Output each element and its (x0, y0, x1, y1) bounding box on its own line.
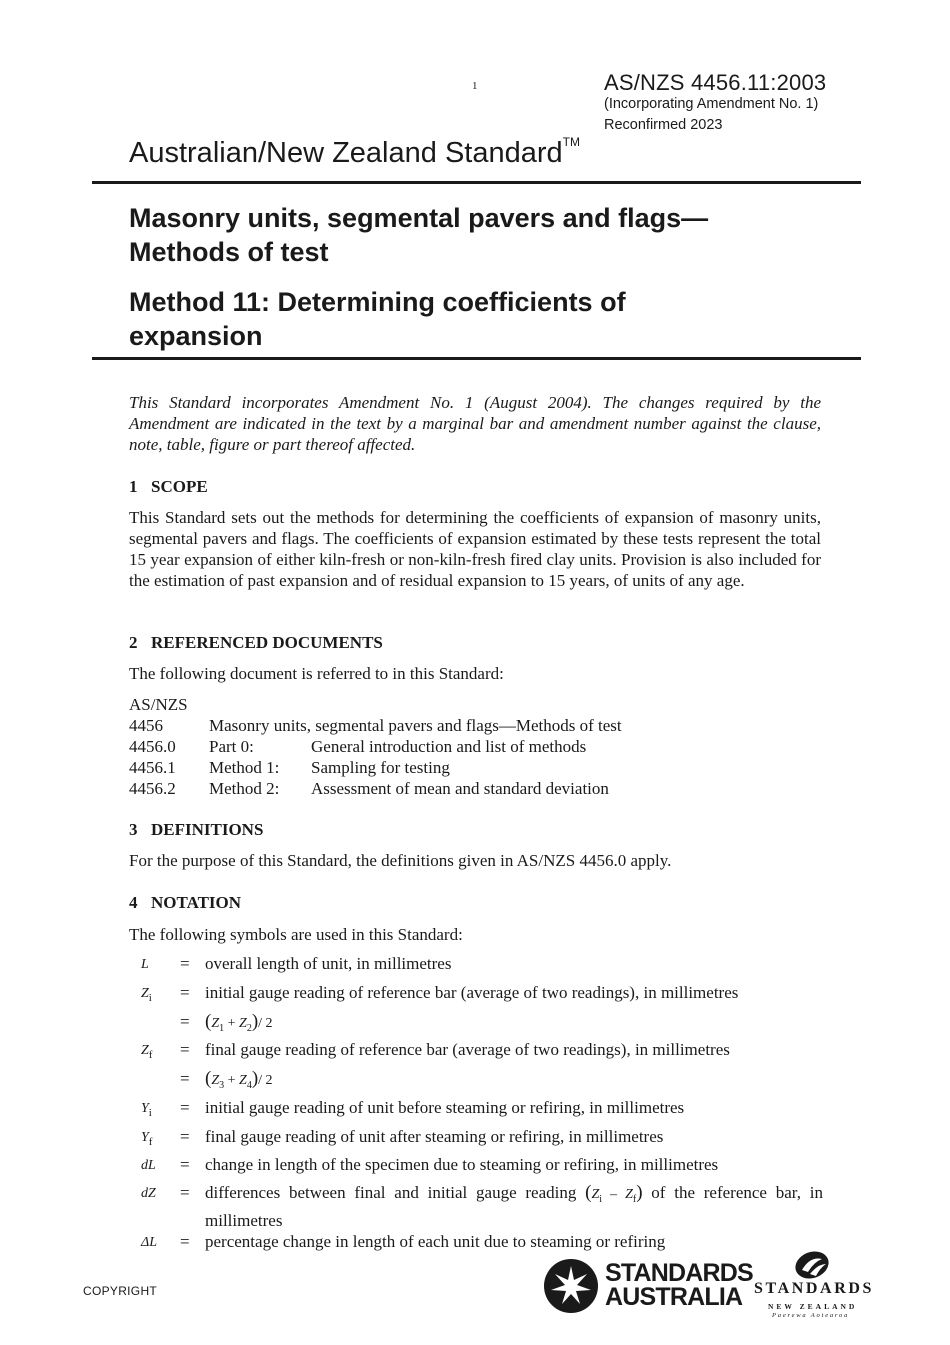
notation-symbol: L (141, 957, 149, 972)
section-heading-scope (129, 477, 208, 497)
top-divider (92, 181, 861, 184)
reference-part: Method 1: (209, 758, 280, 777)
sa-wordmark-line-2: AUSTRALIA (605, 1283, 743, 1311)
notation-symbol: $Z_f$ (141, 1043, 153, 1061)
reference-code: 4456.1 (129, 758, 176, 777)
notation-symbol: dZ (141, 1186, 156, 1201)
definitions-text: For the purpose of this Standard, the definitions given in AS/NZS 4456.0 apply. (129, 851, 672, 870)
notation-intro: The following symbols are used in this Standard: (129, 925, 463, 944)
snz-wordmark-line-1: STANDARDS (754, 1280, 875, 1297)
section-number: 1 (129, 477, 138, 496)
standards-australia-emblem-icon (543, 1258, 599, 1314)
standard-series-title (129, 137, 580, 170)
equals-sign: = (180, 1127, 190, 1146)
formula-zi: $(Z_1 + Z_2)/$ 2 (205, 1011, 273, 1034)
section-title: REFERENCED DOCUMENTS (151, 633, 383, 652)
equals-sign: = (180, 954, 190, 973)
scope-text: This Standard sets out the methods for determining the coefficients of expansion of masonry units, segmental pavers and flags. The coefficients of expansion estimated by these tests represent the total 15 year expansion of either kiln-fresh or non-kiln-fresh fired clay units. Provision is also included for the estimation of past expansion and of residual expansion to 15 years, of units of any age. (129, 508, 821, 590)
equals-sign: = (180, 1232, 190, 1251)
section-title: DEFINITIONS (151, 820, 264, 839)
notation-description: change in length of the specimen due to steaming or refiring, in millimetres (205, 1155, 719, 1174)
method-line-1: Method 11: Determining coefficients of (129, 287, 626, 317)
method-title (129, 285, 849, 353)
notation-description: final gauge reading of reference bar (average of two readings), in millimetres (205, 1040, 730, 1059)
reference-code: 4456.0 (129, 737, 176, 756)
notation-description: initial gauge reading of unit before steaming or refiring, in millimetres (205, 1098, 685, 1117)
section-heading-definitions (129, 820, 263, 840)
standards-australia-logo (543, 1258, 753, 1316)
section-number: 4 (129, 893, 138, 912)
notation-symbol: ΔL (141, 1235, 158, 1250)
equals-sign: = (180, 1012, 190, 1031)
title-divider (92, 357, 861, 360)
reference-code: 4456.2 (129, 779, 176, 798)
section-heading-references (129, 633, 383, 653)
section-heading-notation (129, 893, 241, 913)
reference-code: 4456 (129, 716, 163, 735)
equals-sign: = (180, 1040, 190, 1059)
formula-zf: $(Z_3 + Z_4)/$ 2 (205, 1068, 273, 1091)
copyright-label: COPYRIGHT (83, 1284, 158, 1298)
reference-title: General introduction and list of methods (311, 737, 587, 756)
trademark-mark: TM (562, 135, 580, 149)
notation-symbol: $Z_i$ (141, 986, 152, 1004)
reconfirmed-status: Reconfirmed 2023 (604, 117, 723, 133)
section-title: SCOPE (151, 477, 208, 496)
notation-description: differences between final and initial gauge reading $(Z_i - Z_f)$ of the reference bar, in millimetres (205, 1182, 823, 1230)
reference-title: Assessment of mean and standard deviation (311, 779, 609, 798)
reference-part: Method 2: (209, 779, 280, 798)
standard-number: AS/NZS 4456.11:2003 (604, 70, 827, 95)
equals-sign: = (180, 1183, 190, 1202)
equals-sign: = (180, 1155, 190, 1174)
sa-wordmark-line-1: STANDARDS (605, 1259, 753, 1287)
section-number: 2 (129, 633, 138, 652)
references-intro: The following document is referred to in this Standard: (129, 664, 504, 683)
snz-wordmark-line-3: Paerewa Aotearoa (772, 1312, 850, 1319)
standards-new-zealand-logo (754, 1250, 874, 1320)
reference-part: Part 0: (209, 737, 254, 756)
formula-dz: $(Z_i - Z_f)$ (585, 1182, 643, 1205)
notation-description: percentage change in length of each unit due to steaming or refiring (205, 1232, 666, 1251)
amendment-note: This Standard incorporates Amendment No. 1 (August 2004). The changes required by the Amendment are indicated in the text by a marginal bar and amendment number against the clause, note, table, figure or part thereof affected. (129, 393, 821, 454)
reference-title: Sampling for testing (311, 758, 450, 777)
title-line-1: Masonry units, segmental pavers and flags— (129, 203, 709, 233)
reference-title: Masonry units, segmental pavers and flags—Methods of test (209, 716, 622, 735)
notation-description: overall length of unit, in millimetres (205, 954, 452, 973)
notation-symbol: $Y_i$ (141, 1101, 152, 1119)
reference-prefix: AS/NZS (129, 695, 188, 714)
page-number: 1 (472, 80, 478, 92)
notation-description: final gauge reading of unit after steaming or refiring, in millimetres (205, 1127, 664, 1146)
standards-nz-emblem-icon (792, 1250, 832, 1280)
section-number: 3 (129, 820, 138, 839)
series-name: Australian/New Zealand Standard (129, 137, 563, 169)
method-line-2: expansion (129, 321, 263, 351)
equals-sign: = (180, 1098, 190, 1117)
document-title (129, 201, 849, 269)
amendment-status: (Incorporating Amendment No. 1) (604, 96, 819, 112)
notation-symbol: dL (141, 1158, 156, 1173)
title-line-2: Methods of test (129, 237, 329, 267)
notation-symbol: $Y_f$ (141, 1130, 153, 1148)
equals-sign: = (180, 1069, 190, 1088)
snz-wordmark-line-2: NEW ZEALAND (768, 1302, 858, 1311)
notation-description: initial gauge reading of reference bar (average of two readings), in millimetres (205, 983, 739, 1002)
equals-sign: = (180, 983, 190, 1002)
section-title: NOTATION (151, 893, 242, 912)
